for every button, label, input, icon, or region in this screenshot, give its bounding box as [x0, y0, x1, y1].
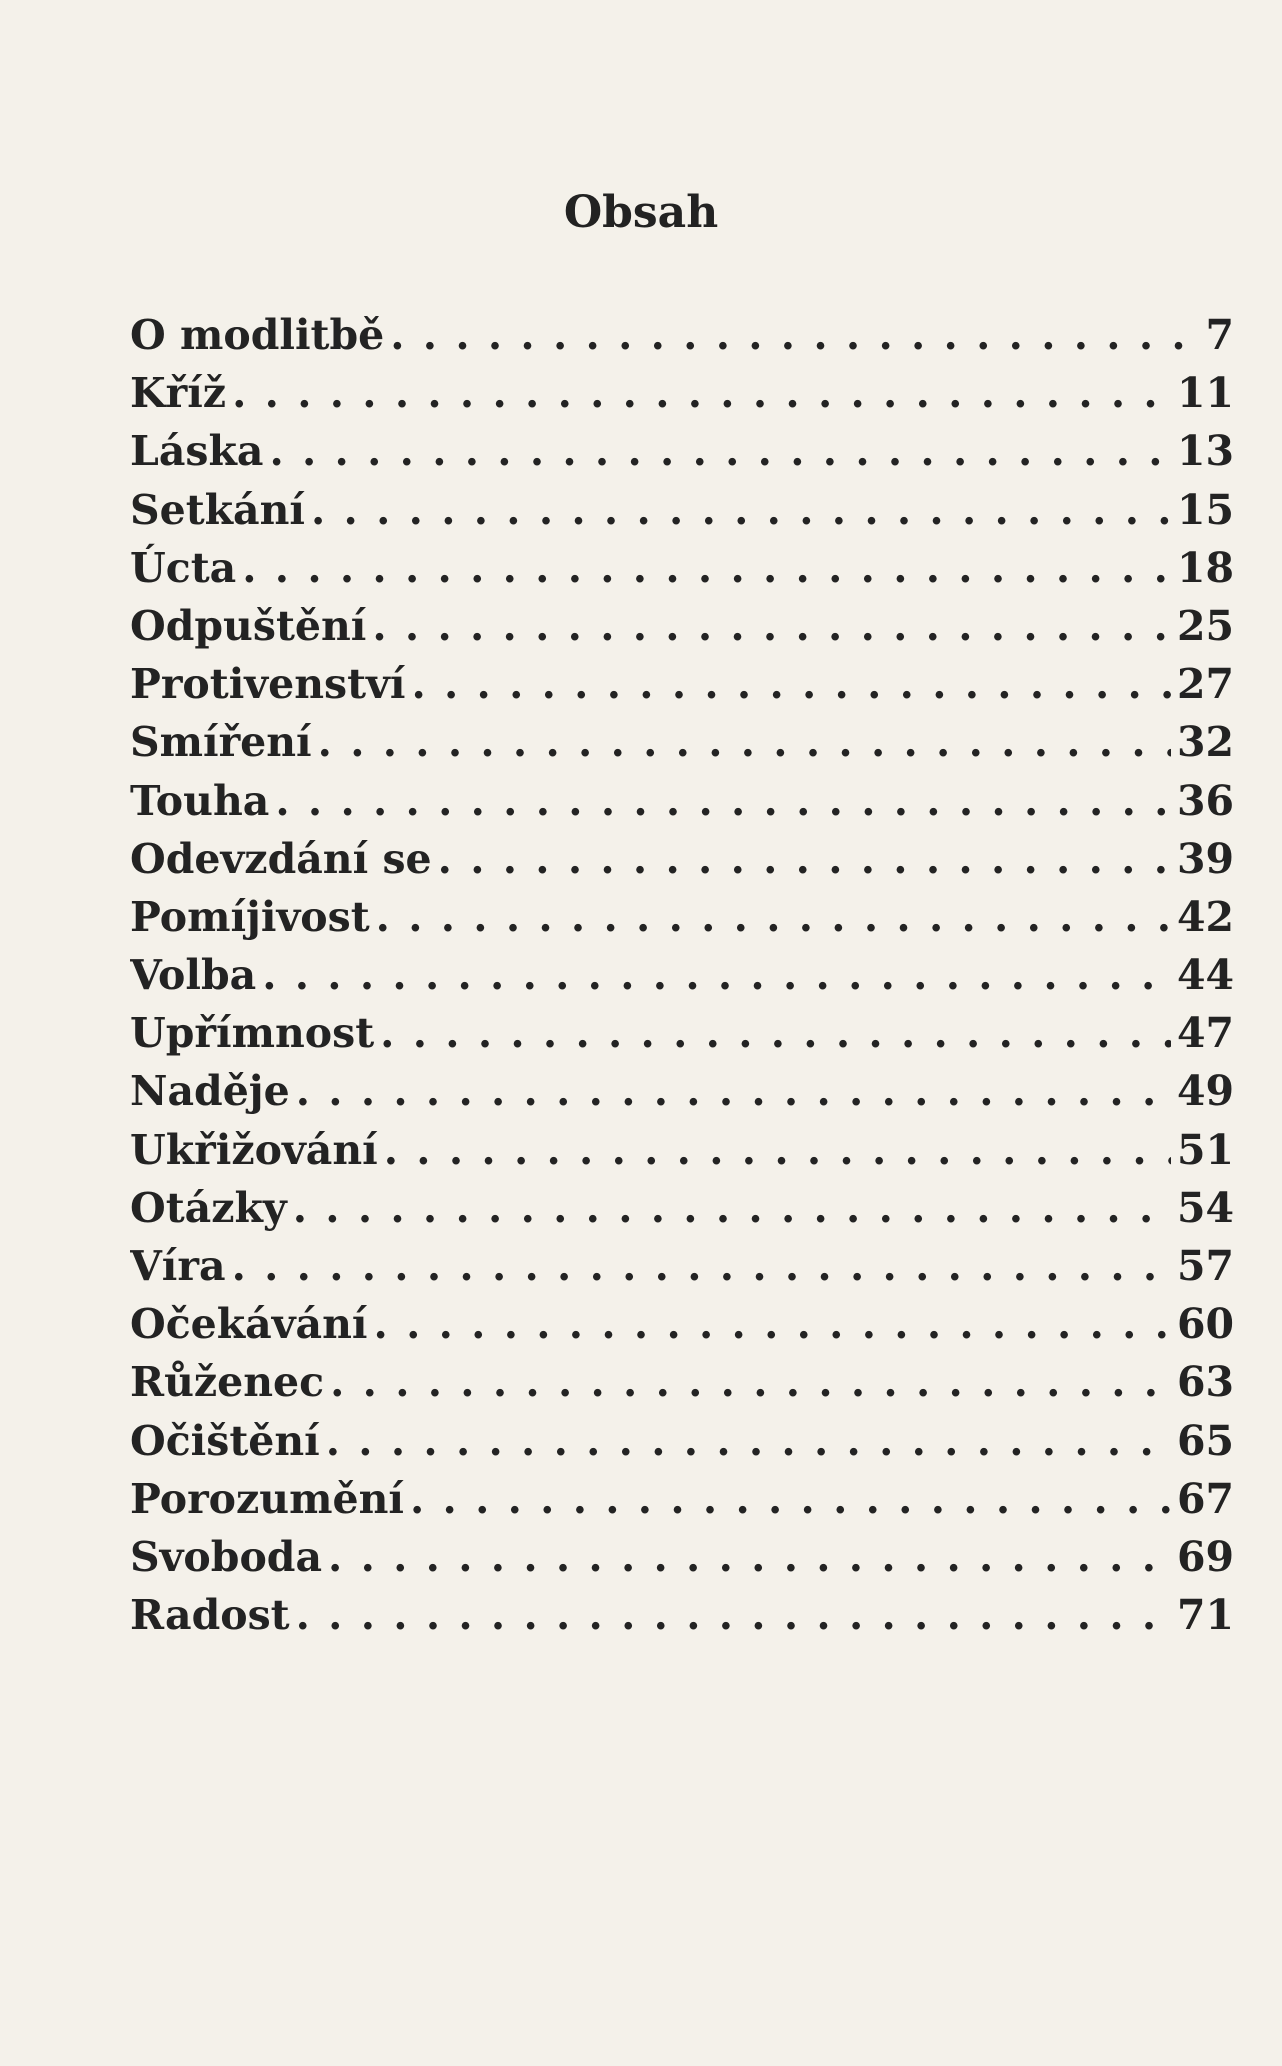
toc-entry-page-number: 11 [1176, 369, 1234, 418]
dot-leader [368, 1295, 1171, 1353]
toc-entry-page-number: 39 [1176, 834, 1234, 883]
toc-entry [130, 539, 1234, 597]
toc-entry-page-number: 65 [1176, 1416, 1234, 1465]
toc-entry-title: O modlitbě [130, 311, 385, 359]
toc-entry-page-number: 49 [1176, 1067, 1234, 1116]
toc-entry-title: Setkání [130, 485, 305, 534]
toc-entry [130, 1470, 1234, 1528]
toc-entry-title: Protivenství [130, 660, 406, 709]
toc-entry-title: Očekávání [130, 1300, 368, 1349]
dot-leader [320, 1412, 1171, 1470]
toc-entry-title: Porozumění [130, 1474, 404, 1523]
toc-entry-page-number: 13 [1176, 427, 1234, 476]
toc-entry [130, 830, 1234, 888]
toc-entry [130, 1412, 1234, 1470]
toc-entry-title: Ukřižování [130, 1125, 378, 1174]
toc-entry-page-number: 44 [1176, 951, 1234, 1000]
toc-entry-page-number: 63 [1176, 1358, 1234, 1407]
toc-entry-page-number: 36 [1176, 776, 1234, 825]
toc-entry-page-number: 57 [1176, 1242, 1234, 1290]
dot-leader [374, 1004, 1171, 1062]
toc-entry [130, 1121, 1234, 1179]
toc-entry-title: Víra [130, 1242, 226, 1290]
dot-leader [405, 655, 1171, 713]
toc-entry [130, 1528, 1234, 1586]
toc-entry [130, 1586, 1234, 1644]
dot-leader [366, 597, 1171, 655]
page-title: Obsah [563, 187, 719, 238]
toc-entry-title: Otázky [130, 1183, 287, 1232]
dot-leader [378, 1121, 1171, 1179]
toc-entry-page-number: 47 [1176, 1009, 1234, 1058]
toc-entry [130, 481, 1234, 539]
toc-entry-title: Smíření [130, 718, 312, 767]
dot-leader [384, 306, 1199, 364]
toc-entry-page-number: 32 [1176, 718, 1234, 767]
toc-entry [130, 1004, 1234, 1062]
toc-entry-title: Růženec [130, 1358, 325, 1407]
toc-entry [130, 1237, 1234, 1295]
toc-entry-page-number: 25 [1176, 601, 1234, 650]
toc-entry [130, 772, 1234, 830]
toc-entry-title: Radost [130, 1591, 290, 1640]
toc-entry [130, 655, 1234, 713]
dot-leader [324, 1353, 1171, 1411]
toc-entry [130, 1062, 1234, 1120]
dot-leader [269, 772, 1171, 830]
toc-entry-title: Pomíjivost [130, 892, 370, 941]
dot-leader [236, 539, 1171, 597]
dot-leader [287, 1179, 1171, 1237]
toc-entry [130, 888, 1234, 946]
toc-entry-page-number: 71 [1176, 1591, 1234, 1640]
toc-entry [130, 1353, 1234, 1411]
dot-leader [305, 481, 1171, 539]
toc-entry [130, 1179, 1234, 1237]
toc-entry-page-number: 42 [1176, 892, 1234, 941]
dot-leader [226, 1237, 1171, 1295]
toc-entry [130, 713, 1234, 771]
toc-entry-title: Odevzdání se [130, 834, 432, 883]
toc-entry-title: Svoboda [130, 1532, 323, 1581]
toc-entry [130, 306, 1234, 364]
dot-leader [256, 946, 1171, 1004]
dot-leader [263, 422, 1170, 480]
toc-entry-title: Láska [130, 427, 264, 476]
toc-entry [130, 946, 1234, 1004]
toc-entry-page-number: 18 [1176, 543, 1234, 592]
dot-leader [322, 1528, 1171, 1586]
toc-entry-title: Úcta [130, 543, 237, 592]
toc-entry [130, 422, 1234, 480]
dot-leader [312, 713, 1171, 771]
dot-leader [290, 1586, 1171, 1644]
toc-entry [130, 597, 1234, 655]
toc-entry-page-number: 7 [1205, 311, 1234, 359]
toc-entry-page-number: 27 [1176, 660, 1234, 709]
toc-entry [130, 1295, 1234, 1353]
toc-entry-title: Upřímnost [130, 1009, 375, 1058]
toc-entry [130, 364, 1234, 422]
toc-entry-title: Volba [130, 951, 257, 1000]
toc-entry-page-number: 67 [1176, 1474, 1234, 1523]
toc-entry-page-number: 54 [1176, 1183, 1234, 1232]
toc-entry-page-number: 15 [1176, 485, 1234, 534]
dot-leader [370, 888, 1171, 946]
toc-entry-title: Touha [130, 776, 270, 825]
dot-leader [432, 830, 1171, 888]
table-of-contents [130, 306, 1234, 1644]
toc-entry-title: Naděje [130, 1067, 290, 1116]
toc-entry-title: Očištění [130, 1416, 320, 1465]
dot-leader [404, 1470, 1171, 1528]
toc-entry-title: Odpuštění [130, 601, 367, 650]
dot-leader [226, 364, 1171, 422]
toc-entry-page-number: 51 [1176, 1125, 1234, 1174]
toc-entry-page-number: 60 [1176, 1300, 1234, 1349]
dot-leader [290, 1062, 1171, 1120]
toc-entry-title: Kříž [130, 369, 227, 418]
toc-entry-page-number: 69 [1176, 1532, 1234, 1581]
